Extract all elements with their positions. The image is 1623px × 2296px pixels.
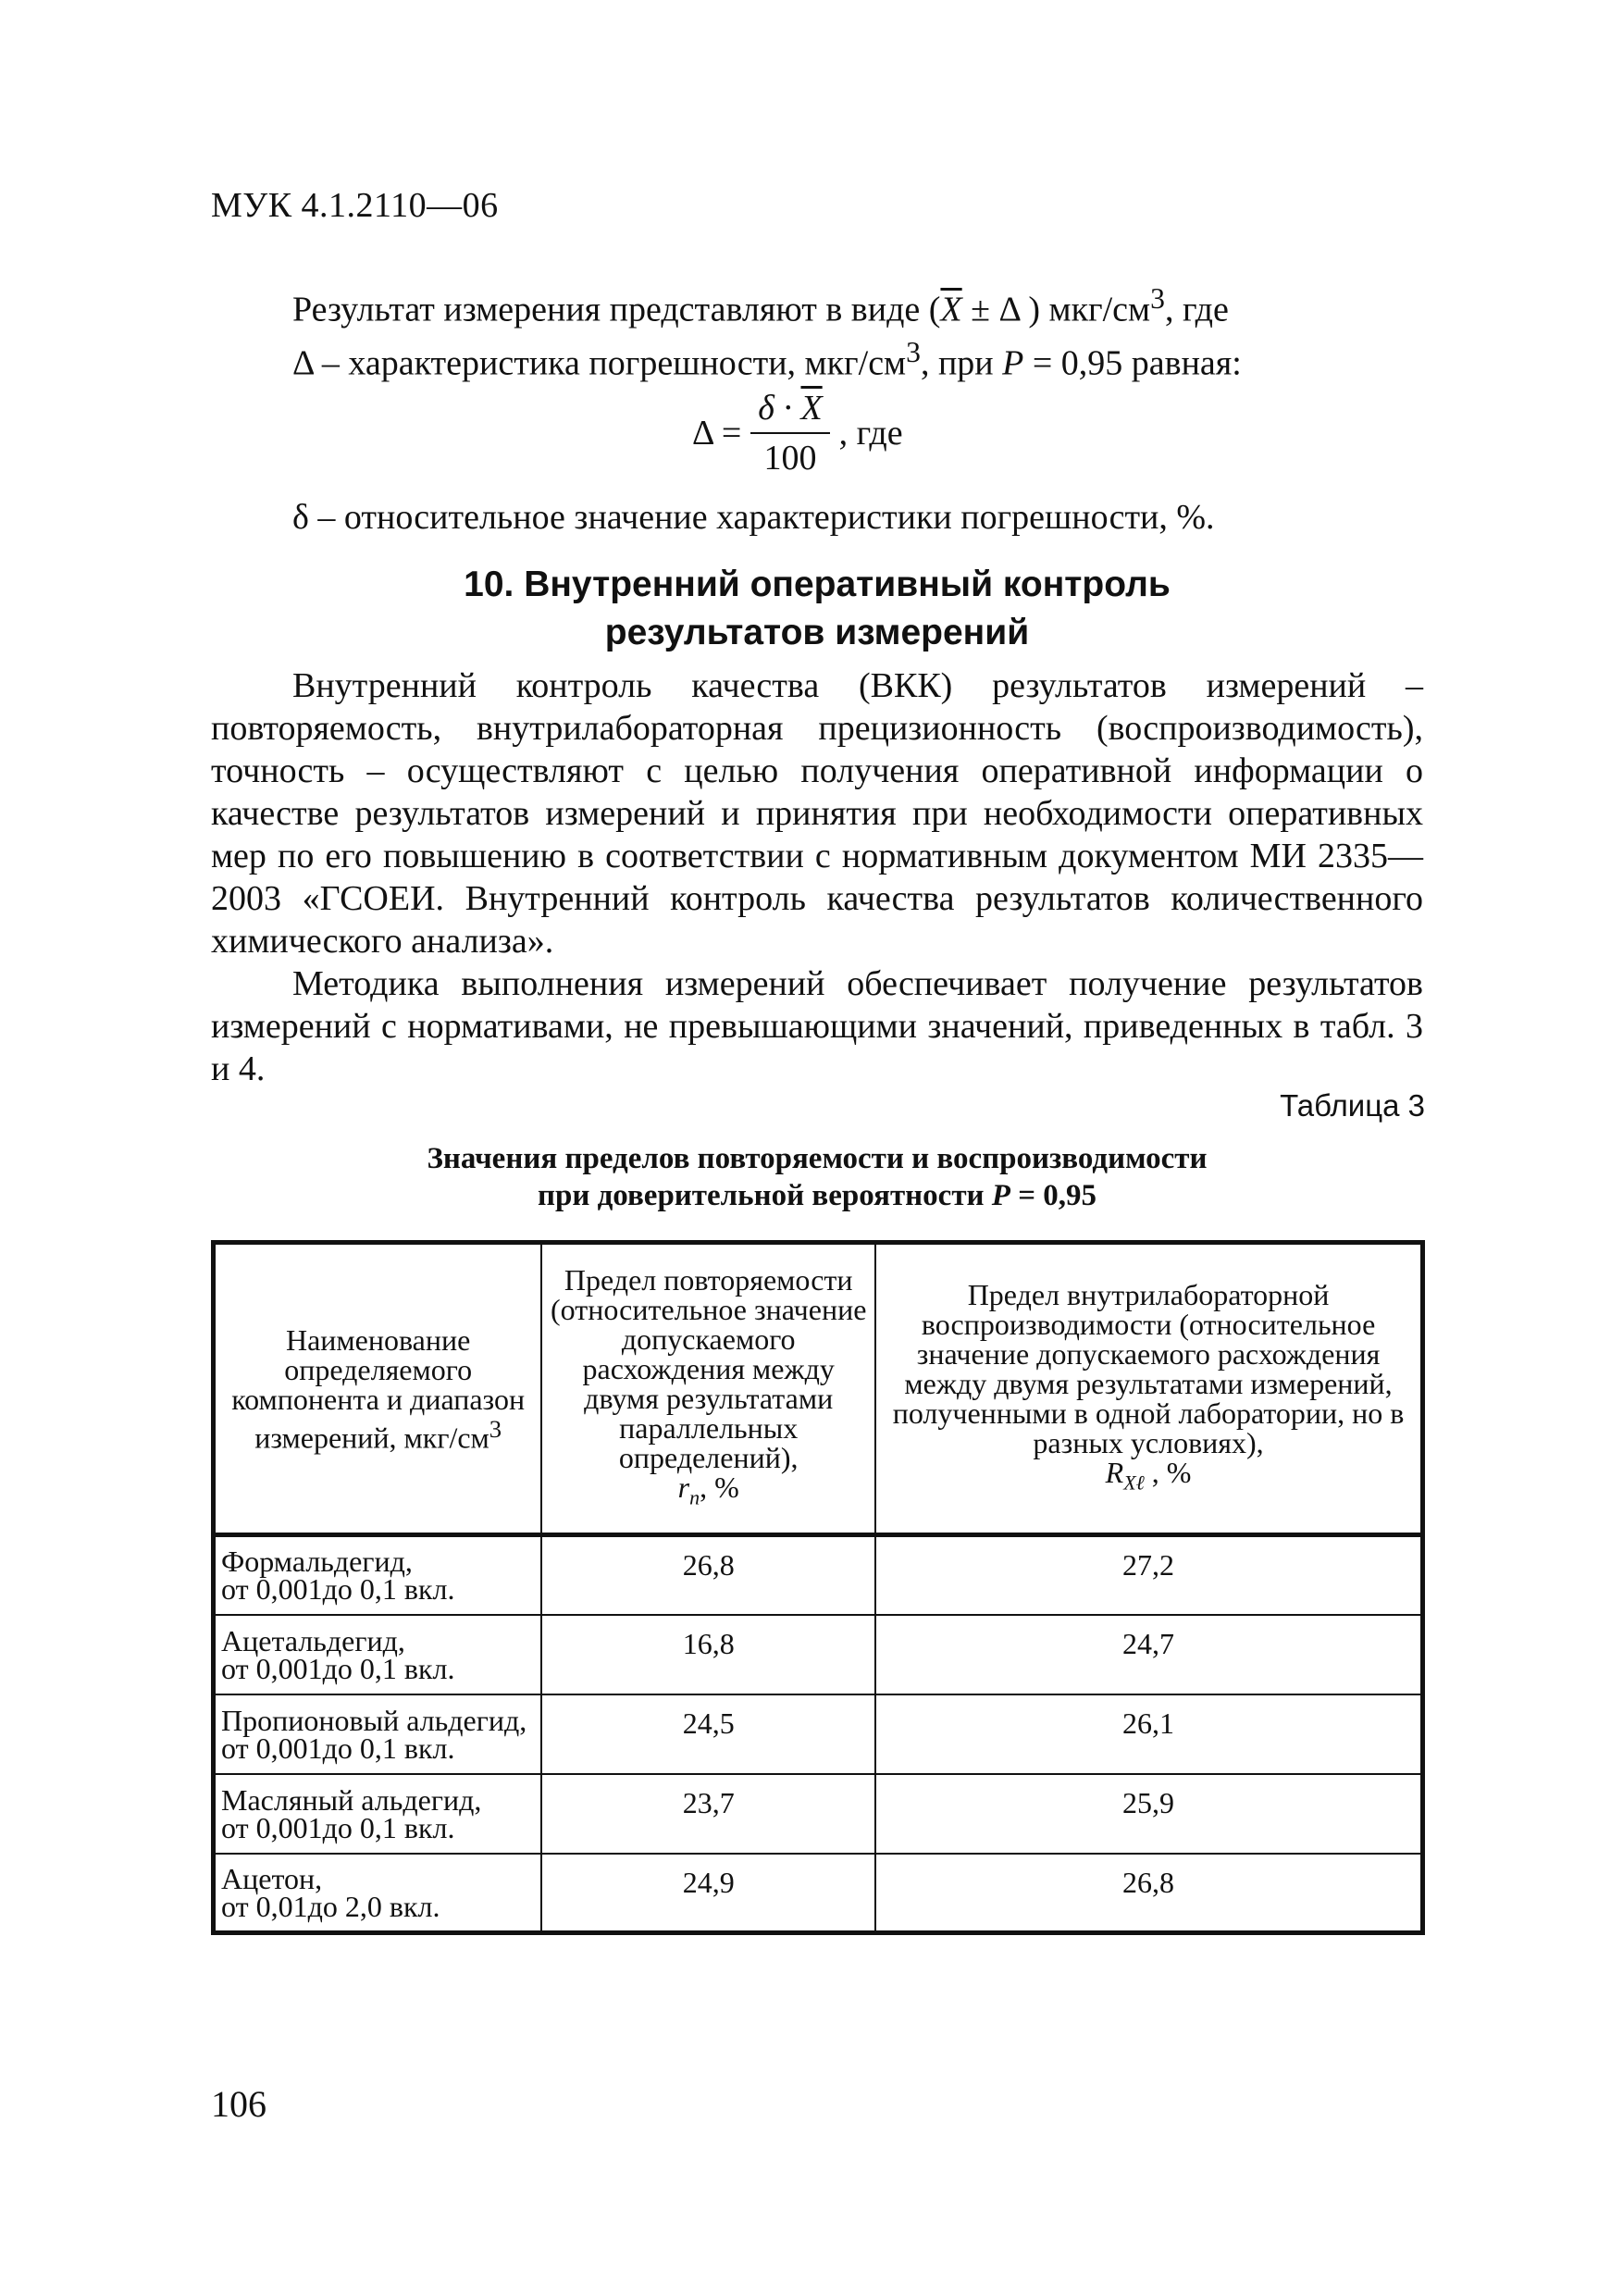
formula-fraction <box>750 388 829 478</box>
delta-formula <box>692 378 903 489</box>
repeatability-cell: 26,8 <box>541 1535 875 1615</box>
formula-denominator: 100 <box>763 439 817 478</box>
repeatability-cell: 16,8 <box>541 1615 875 1694</box>
repeatability-cell: 24,5 <box>541 1694 875 1774</box>
component-cell: Формальдегид, от 0,001до 0,1 вкл. <box>214 1535 542 1615</box>
reproducibility-cell: 24,7 <box>875 1615 1422 1694</box>
repeatability-cell: 23,7 <box>541 1774 875 1854</box>
component-cell: Масляный альдегид, от 0,001до 0,1 вкл. <box>214 1774 542 1854</box>
formula-lhs: Δ = <box>692 414 742 453</box>
limits-table <box>211 1240 1425 1935</box>
repeatability-cell: 24,9 <box>541 1854 875 1933</box>
formula-numerator: $\delta \cdot \overline{X}$ <box>750 388 829 434</box>
page-number: 106 <box>211 2083 266 2125</box>
table-row <box>214 1535 1423 1615</box>
paragraph-methodology: Методика выполнения измерений обеспечивает получение результатов измерений с нормативами, не превышающими значений, приведенных в табл. 3 и 4. <box>211 964 1423 1088</box>
x-bar-symbol: $\overline{X}$ <box>940 290 962 329</box>
reproducibility-cell: 27,2 <box>875 1535 1422 1615</box>
result-line-2: Δ – характеристика погрешности, мкг/$см^3$, при P = 0,95 равная: <box>292 335 1242 383</box>
table-label: Таблица 3 <box>1280 1088 1425 1123</box>
header-repeatability: Предел повторяемости (относительное значение допускаемого расхождения между двумя результатами параллельных определений), $r_n$, % <box>541 1243 875 1535</box>
header-component: Наименование определяемого компонента и диапазон измерений, мкг/$см^3$ <box>214 1243 542 1535</box>
reproducibility-cell: 26,1 <box>875 1694 1422 1774</box>
reproducibility-cell: 26,8 <box>875 1854 1422 1933</box>
formula-suffix: , где <box>838 414 903 453</box>
table-row <box>214 1694 1423 1774</box>
header-reproducibility: Предел внутрилабораторной воспроизводимости (относительное значение допускаемого расхождения между двумя результатами измерений, полученными в одной лаборатории, но в разных условиях), $R_{X\ell}$ , % <box>875 1243 1422 1535</box>
section-title: 10. Внутренний оперативный контроль результатов измерений <box>464 565 1171 652</box>
component-cell: Пропионовый альдегид, от 0,001до 0,1 вкл. <box>214 1694 542 1774</box>
delta-definition: δ – относительное значение характеристики погрешности, %. <box>292 498 1215 537</box>
reproducibility-cell: 25,9 <box>875 1774 1422 1854</box>
result-statement <box>211 278 1423 384</box>
result-line-1: Результат измерения представляют в виде ($\overline{X} \pm \Delta$ ) мкг/$см^3$, где <box>292 282 1229 329</box>
document-header: МУК 4.1.2110—06 <box>211 186 499 225</box>
table-title: Значения пределов повторяемости и воспроизводимости при доверительной вероятности P = 0,95 <box>427 1142 1208 1212</box>
paragraph-vkk: Внутренний контроль качества (ВКК) результатов измерений – повторяемость, внутрилабораторная прецизионность (воспроизводимость), точность – осуществляют с целью получения оперативной информации о качестве результатов измерений и принятия при необходимости оперативных мер по его повышению в соответствии с нормативным документом МИ 2335—2003 «ГСОЕИ. Внутренний контроль качества результатов количественного химического анализа». <box>211 666 1423 961</box>
table-header-row <box>214 1243 1423 1535</box>
table-row <box>214 1615 1423 1694</box>
table-row <box>214 1774 1423 1854</box>
table-row <box>214 1854 1423 1933</box>
component-cell: Ацетон, от 0,01до 2,0 вкл. <box>214 1854 542 1933</box>
component-cell: Ацетальдегид, от 0,001до 0,1 вкл. <box>214 1615 542 1694</box>
